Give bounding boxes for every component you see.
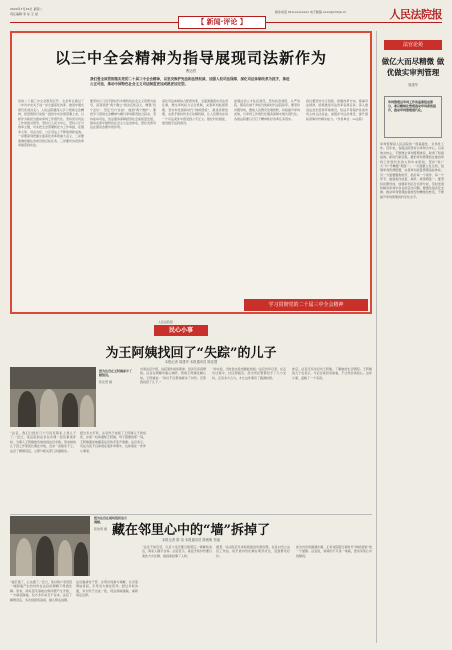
editorial-column-4: 加强法治人才队伍建设，坚持政治建院、从严治院，锻造忠诚干净担当的新时代法院铁军。要坚持问题导向，聚焦人民群众急难愁盼，持续提升审判质效，以审判工作现代化服务保障中国式现代化。各级法院要以钉钉子精神抓好改革任务落实。 xyxy=(234,99,300,121)
photo-person xyxy=(16,538,32,576)
header-editors: 责任编辑 李 东 王 斌 xyxy=(10,12,38,16)
header-email: 电子邮箱 xxxx@rmfyb.cn xyxy=(309,10,347,14)
editorial-author: 曹运哲 xyxy=(185,69,197,73)
story1-credit: 陈佳慧 摄 xyxy=(99,379,112,384)
story2-photo xyxy=(10,516,90,576)
story1-column-3: 办案法官介绍，这起案件看似简单，但涉及家庭情感。法官在调解中耐心倾听，帮助王阿姨化解心结。王阿姨说：“你们不仅帮我解决了纠纷，还帮我找回了儿子。” xyxy=(140,367,206,385)
story2-caption xyxy=(94,516,128,531)
story2-column-4: 据悉，该法院近年来积极推进诉源治理，在各村设立法官工作站，将矛盾纠纷化解在萌芽状态，受到群众好评。 xyxy=(216,545,290,558)
story2-column-2: 法官邀请村干部、乡贤共同参与调解，从邻里情谊讲起，引导双方换位思考。经过多轮沟通，双方终于达成一致，同意拆除围墙，重新划定边界。 xyxy=(76,580,138,598)
story1-caption xyxy=(99,369,133,384)
photo-wall xyxy=(10,516,90,534)
story1-column-2: 经过多方打听，法官终于找到了王阿姨儿子的线索，并第一时间通知王阿姨。母子团聚的那一刻，王阿姨激动地握着法官的手连声道谢。法官表示，司法为民不仅体现在案件审理中，也体现在一件件小事里。 xyxy=(80,431,146,453)
column-divider xyxy=(376,31,377,643)
editorial-banner: 学习贯彻党的二十届三中全会精神 xyxy=(244,299,368,311)
story1-photo xyxy=(10,367,96,427)
photo-person xyxy=(74,542,88,576)
header-date: 2024年7月16日 星期二 xyxy=(10,7,43,11)
story1-column-5: 此后，法官还多次回访王阿姨，了解她的生活情况。王阿姨的儿子也表示，今后会常回家看看，不让母亲再担心。这件小事，温暖了一个家庭。 xyxy=(292,367,372,380)
story1-column-4: “如实说，当时我也没把握能找到。”法官告诉记者，在走访过程中，社区网格员、派出所民警都给予了大力支持，正是多方合力，才让这件事有了圆满结果。 xyxy=(212,367,286,380)
column-tag xyxy=(150,320,212,338)
editorial-column-2: 要坚持以习近平新时代中国特色社会主义思想为指导，深刻领悟“两个确立”的决定性意义，增强“四个意识”、坚定“四个自信”、做到“两个维护”。要把学习贯彻全会精神与履行审判职责结合起来，坚持能动司法，依法服务保障经济社会高质量发展，推动完善中国特色社会主义法治体系，更好发挥司法在国家治理中的作用。 xyxy=(90,99,156,130)
editorial-box xyxy=(10,31,372,314)
photo-person xyxy=(58,540,72,576)
story2-title: 藏在邻里心中的“墙”拆掉了 xyxy=(112,523,270,538)
story1-title: 为王阿姨找回了“失踪”的儿子 xyxy=(105,346,277,361)
section-label: 【 新闻·评论 】 xyxy=(178,16,266,29)
story1-caption-text: 图为法官在王阿姨家中了解情况。 xyxy=(99,369,133,378)
story2-credit: 陈俊明 摄 xyxy=(94,526,107,531)
masthead-logo: 人民法院报 xyxy=(389,8,442,21)
story-divider xyxy=(10,514,372,515)
story2-column-1: “墙打通了，心也通了。”近日，某村两户邻居因一堵围墙产生的纠纷在法官的调解下得到化解。原来，两家因宅基地边界问题产生矛盾，一方砌起围墙，双方多年来互不往来。法官了解情况后，多次到现场查看，耐心释法说理。 xyxy=(10,580,72,602)
editorial-column-1: 党的二十届三中全会胜利召开，全会审议通过了《中共中央关于进一步全面深化改革、推进中国式现代化的决定》。人民法院要深入学习贯彻全会精神，把思想和行动统一到党中央决策部署上来，以新作为新担当推动审判工作现代化。坚持党对司法工作的绝对领导，坚持以人民为中心，坚持公正与效率主题，切实把全会部署转化为工作举措，在服务大局、司法为民、公正司法上不断取得新成效。一是要深刻把握全面深化改革的重大意义，二是要准确把握法治建设的目标任务，三是要切实把改革举措落到实处。 xyxy=(18,99,84,148)
photo-person xyxy=(18,391,36,427)
photo-person xyxy=(36,536,54,576)
sidebar-tag: 法官论苑 xyxy=(384,40,442,50)
story2-column-3: “远亲不如近邻，以后大家还要互相照应。”调解结束后，两家人握手言和。法官表示，基层矛盾纠纷要以柔性方式化解，做到案结事了人和。 xyxy=(142,545,212,558)
photo-person xyxy=(62,393,78,427)
photo-person xyxy=(80,395,94,427)
column-tag-label: 民心小事 xyxy=(154,325,208,336)
story1-byline: 本报记者 周建华 本报通讯员 陈佳慧 xyxy=(164,360,218,364)
story2-column-5: 此次纠纷的圆满化解，正是该院践行新时代“枫桥经验”的一个缩影。法官说，拆掉的不只是一堵墙，更是邻里心中的隔阂。 xyxy=(296,545,372,558)
editorial-column-3: 深化司法体制综合配套改革，全面准确落实司法责任制，健全审判权力运行机制，完善审判监督管理。坚持和发展新时代“枫桥经验”，推进诉源治理，完善矛盾纠纷多元化解机制，让人民群众在每一个司法案件中感受到公平正义。强化科技赋能，推进数字法院建设。 xyxy=(162,99,228,126)
editorial-lead: 我们要全面贯彻落实党的二十届三中全会精神，以坚决维护宪法和法律权威、加强人权司法保障、深化司法体制改革为抓手，推进公正司法，推动中国特色社会主义司法制度更加成熟更加定型。 xyxy=(90,77,290,86)
sidebar-body: 审判管理是人民法院的一项基础性、全局性工作。近年来，各级法院坚持以审判为中心，以质效为核心，不断健全审判管理体系，取得了积极成效。新时代新征程，要把审判管理放在推进审判工作现代化的大局中来谋划，坚持“致广大”与“尽精微”相统一。一方面要立足全局，统筹审判资源配置，完善审判质量管理指标体系；另一方面要聚焦细节，抓好每一个案件、每一个环节，做到案件质量、效率、效果相统一。要坚持问题导向，加强审判运行态势分析，及时发现和解决审判中存在的突出问题。要强化信息化支撑，推动审判管理由粗放型向精细化转变，不断提升审判管理的科学化水平。 xyxy=(380,142,444,199)
sidebar-author: 周建华 xyxy=(408,83,418,87)
header-contact xyxy=(275,10,346,14)
sidebar-title: 做亿大而尽精微 做优做实审判管理 xyxy=(381,57,445,77)
editorial-column-5: 我们要坚持守正创新，把握改革方向，尊重司法规律，统筹推进司法改革各项任务。深入推进法治化营商环境建设，依法平等保护各类市场主体合法权益。加强涉外法治建设，提升国际商事纠纷解决能力。（作者单位：xx法院） xyxy=(306,99,368,121)
column-tag-small: 人民法院报 xyxy=(158,320,174,324)
photo-wall xyxy=(10,367,96,389)
story2-caption-text: 图为法官在现场组织双方调解。 xyxy=(94,516,128,525)
photo-person xyxy=(40,389,58,427)
story2-byline: 本报记者 陈 苗 本报通讯员 陈俊明 郑丽 xyxy=(162,538,220,542)
editorial-title: 以三中全会精神为指导展现司法新作为 xyxy=(54,49,327,67)
header-phone: 联系电话 010-xxxxxxxx xyxy=(275,10,309,14)
story1-column-1: “法官，我们已经好几个月没有联系上我儿子了。”近日，某法院的法官在办理一起民事案件时，当事人王阿姨焦急地找到法官求助。原来她的儿子因工作原因长期在外地，近来一直联系不上。法官了解情况后，立即与相关部门沟通联系。 xyxy=(10,431,76,453)
sidebar-summary-box: 审判管理是审判工作的重要组成部分，要以精细化管理推动审判质效提升，推动审判管理现代化。 xyxy=(384,96,442,138)
